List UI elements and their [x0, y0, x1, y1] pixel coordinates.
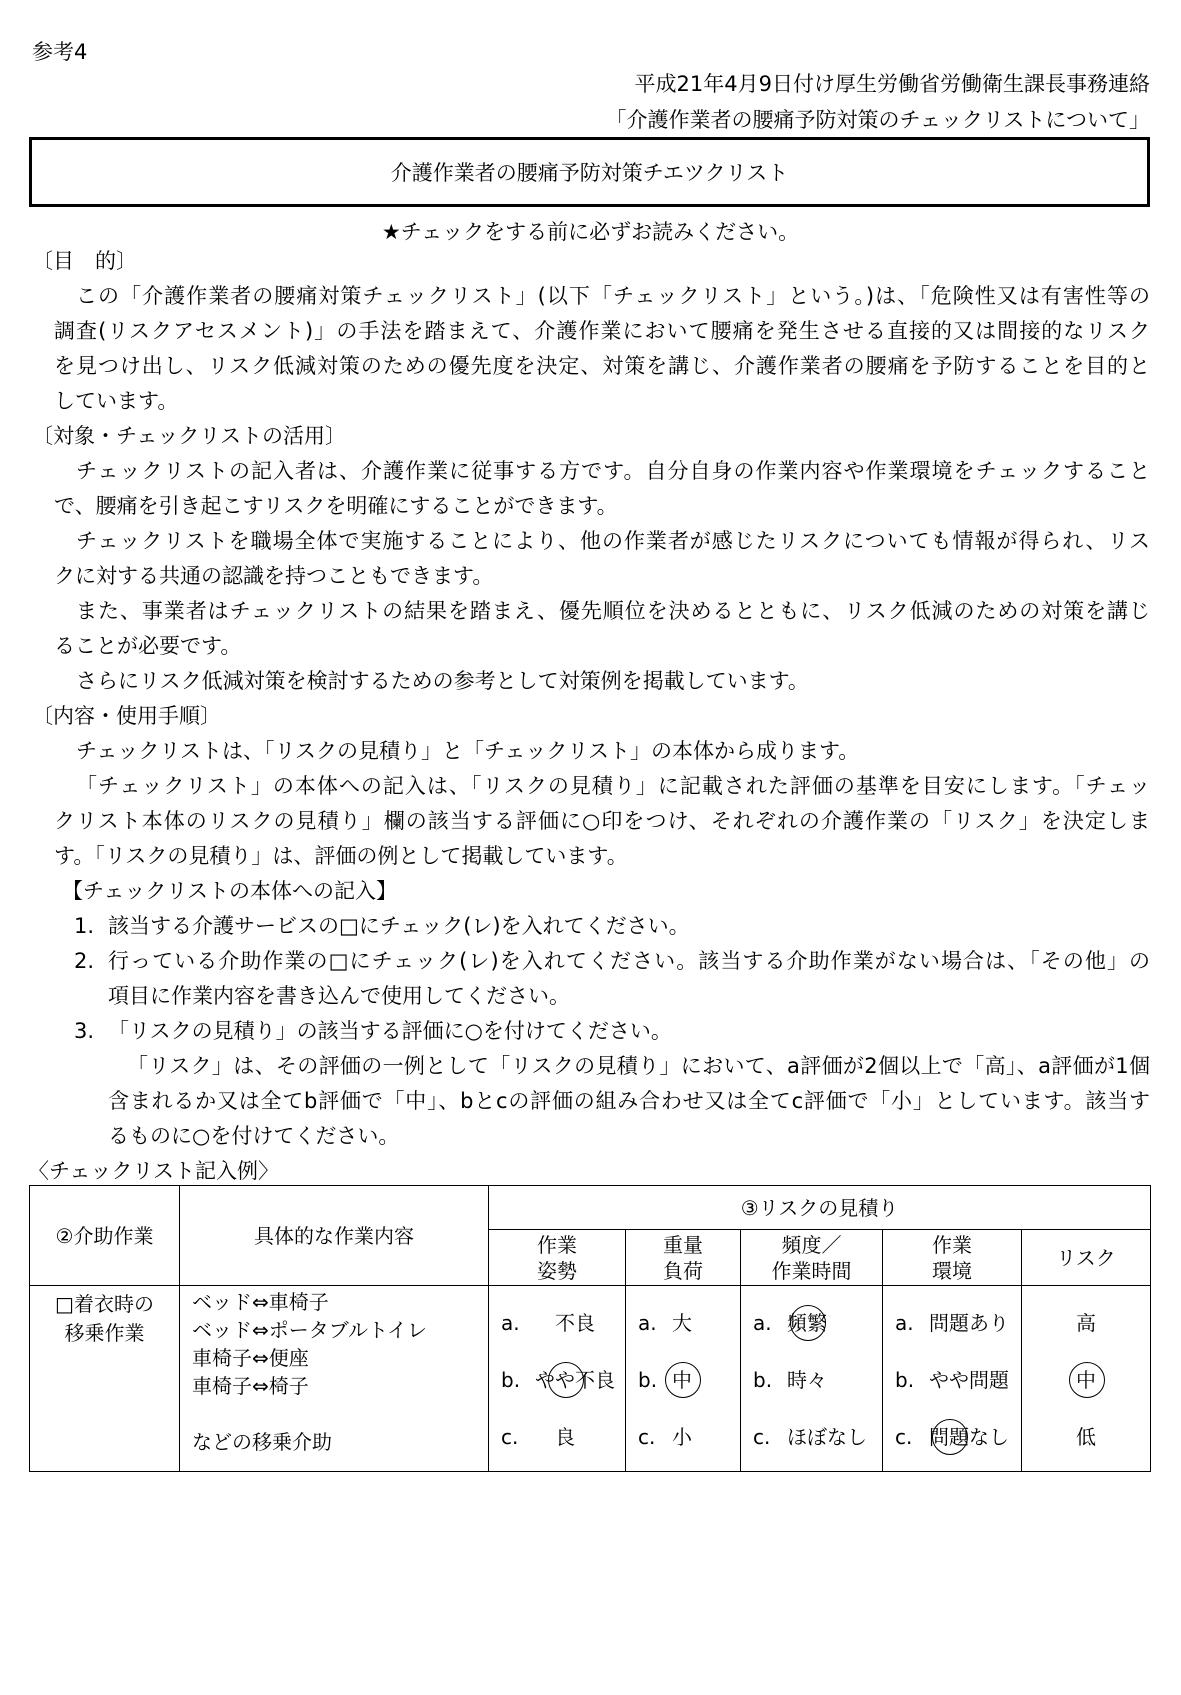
risk-value: 高 — [1076, 1310, 1096, 1335]
risk-option — [1022, 1408, 1150, 1465]
rating-option — [741, 1408, 882, 1465]
text-line — [0, 279, 1181, 314]
subheader-cell — [883, 1230, 1022, 1286]
rating-option — [741, 1351, 882, 1408]
notice: ★チェックをする前に必ずお読みください。 — [381, 220, 800, 244]
option-value: ほぼなし — [787, 1424, 867, 1449]
rating-option — [883, 1351, 1021, 1408]
option-label: c. — [753, 1424, 771, 1449]
line-text: チェックリストは、「リスクの見積り」と「チェックリスト」の本体から成ります。 — [76, 739, 860, 763]
line-text: を見つけ出し、リスク低減対策のための優先度を決定、対策を講じ、介護作業者の腰痛を予防することを目的と — [54, 354, 1150, 378]
text-line — [0, 489, 1181, 524]
source-line-1: 平成21年4月9日付け厚生労働省労働衛生課長事務連絡 — [634, 72, 1150, 96]
option-label: b. — [753, 1367, 773, 1392]
option-label: c. — [501, 1424, 519, 1449]
circled-value: 頻繁 — [787, 1310, 827, 1335]
circled-value: や — [555, 1367, 575, 1392]
line-text: さらにリスク低減対策を検討するための参考として対策例を掲載しています。 — [76, 669, 809, 693]
line-text: るものに○を付けてください。 — [108, 1124, 400, 1148]
subheader-cell — [1022, 1230, 1151, 1286]
subheader-text: 作業時間 — [771, 1258, 852, 1283]
frequency-cell — [741, 1286, 883, 1472]
subheader-text: 作業 — [932, 1232, 972, 1257]
rating-option — [741, 1294, 882, 1351]
rating-option — [626, 1351, 740, 1408]
subheader-text: リスク — [1056, 1245, 1116, 1270]
option-value: 小 — [672, 1424, 692, 1449]
option-value: 時々 — [787, 1367, 827, 1392]
option-value: やや問題 — [929, 1367, 1009, 1392]
line-text: 【チェックリストの本体への記入】 — [62, 879, 397, 903]
task-cell — [30, 1286, 180, 1472]
text-line — [0, 349, 1181, 384]
subheader-cell — [741, 1230, 883, 1286]
option-value: 大 — [672, 1310, 692, 1335]
line-text: 〔内容・使用手順〕 — [32, 704, 221, 728]
title-box — [29, 137, 1150, 207]
option-value: や — [535, 1367, 555, 1392]
subheader-text: 頻度／ — [781, 1232, 842, 1257]
option-label: a. — [501, 1310, 520, 1335]
header-content: 具体的な作業内容 — [180, 1186, 489, 1286]
rating-option — [626, 1408, 740, 1465]
line-text: ることが必要です。 — [54, 634, 242, 658]
circled-value: 中 — [672, 1367, 692, 1392]
option-label: b. — [638, 1367, 658, 1392]
text-line — [0, 1014, 1181, 1049]
option-label: c. — [895, 1424, 913, 1449]
rating-option — [489, 1294, 625, 1351]
source-line-2: 「介護作業者の腰痛予防対策のチェックリストについて」 — [605, 108, 1150, 132]
option-label: b. — [501, 1367, 521, 1392]
text-line — [0, 804, 1181, 839]
rating-option — [489, 1408, 625, 1465]
text-line — [0, 664, 1181, 699]
line-text: 含まれるか又は全てb評価で「中」、bとcの評価の組み合わせ又は全てc評価で「小」としています。該当す — [108, 1089, 1150, 1113]
text-line — [0, 909, 1181, 944]
list-number: 2. — [74, 949, 95, 973]
text-line — [0, 699, 1181, 734]
line-text: で、腰痛を引き起こすリスクを明確にすることができます。 — [54, 494, 618, 518]
risk-value: 低 — [1076, 1424, 1096, 1449]
line-text: 「リスク」は、その評価の一例として「リスクの見積り」において、a評価が2個以上で「高」、a評価が1個 — [127, 1054, 1150, 1078]
line-text: 項目に作業内容を書き込んで使用してください。 — [108, 984, 570, 1008]
line-text: チェックリストの記入者は、介護作業に従事する方です。自分自身の作業内容や作業環境をチェックすること — [76, 459, 1150, 483]
reference-label: 参考4 — [32, 40, 88, 64]
subheader-text: 姿勢 — [537, 1258, 577, 1283]
line-text: また、事業者はチェックリストの結果を踏まえ、優先順位を決めるとともに、リスク低減のための対策を講じ — [76, 599, 1150, 623]
rating-option — [489, 1351, 625, 1408]
subheader-text: 重量 — [663, 1232, 703, 1257]
text-line — [0, 244, 1181, 279]
subheader-text: 作業 — [537, 1232, 577, 1257]
text-line — [0, 944, 1181, 979]
text-line — [0, 384, 1181, 419]
header-task: ②介助作業 — [30, 1186, 180, 1286]
line-text: 〔対象・チェックリストの活用〕 — [32, 424, 346, 448]
text-line — [0, 524, 1181, 559]
text-line — [0, 839, 1181, 874]
option-label: a. — [753, 1310, 772, 1335]
option-value: 問題あり — [929, 1310, 1009, 1335]
line-text: 該当する介護サービスの□にチェック(レ)を入れてください。 — [108, 914, 690, 938]
subheader-cell — [489, 1230, 626, 1286]
line-text: 調査(リスクアセスメント)」の手法を踏まえて、介護作業において腰痛を発生させる直接的又は間接的なリスク — [54, 319, 1150, 343]
content-line: ベッド⇔車椅子 — [192, 1290, 329, 1314]
text-line — [0, 874, 1181, 909]
risk-option — [1022, 1294, 1150, 1351]
option-label: a. — [638, 1310, 657, 1335]
option-value: 良 — [535, 1424, 575, 1449]
text-line — [0, 1154, 1181, 1189]
option-value: なし — [969, 1424, 1009, 1449]
content-line: 車椅子⇔椅子 — [192, 1374, 309, 1398]
risk-cell — [1022, 1286, 1151, 1472]
risk-option — [1022, 1351, 1150, 1408]
text-line — [0, 1084, 1181, 1119]
rating-option — [883, 1408, 1021, 1465]
text-line — [0, 594, 1181, 629]
list-number: 1. — [74, 914, 95, 938]
content-cell — [180, 1286, 489, 1472]
text-line — [0, 629, 1181, 664]
subheader-text: 環境 — [932, 1258, 972, 1283]
text-line — [0, 314, 1181, 349]
document-title: 介護作業者の腰痛予防対策チエツクリスト — [390, 161, 789, 185]
text-line — [0, 734, 1181, 769]
rating-option — [883, 1294, 1021, 1351]
line-text: クに対する共通の認識を持つこともできます。 — [54, 564, 494, 588]
instructions-body — [0, 244, 1181, 1189]
text-line — [0, 769, 1181, 804]
line-text: 「チェックリスト」の本体への記入は、「リスクの見積り」に記載された評価の基準を目安にします。「チェッ — [76, 774, 1150, 798]
line-text: クリスト本体のリスクの見積り」欄の該当する評価に○印をつけ、それぞれの介護作業の「リスク」を決定しま — [54, 809, 1150, 833]
line-text: す。「リスクの見積り」は、評価の例として掲載しています。 — [54, 844, 628, 868]
content-line: ベッド⇔ポータブルトイレ — [192, 1318, 427, 1342]
circled-value: 問題 — [929, 1424, 969, 1449]
content-line — [180, 1400, 488, 1428]
task-line: □着衣時の — [55, 1292, 154, 1316]
text-line — [0, 559, 1181, 594]
content-line: などの移乗介助 — [192, 1430, 332, 1454]
line-text: 〔目 的〕 — [32, 249, 137, 273]
text-line — [0, 454, 1181, 489]
subheader-cell — [626, 1230, 741, 1286]
load-cell — [626, 1286, 741, 1472]
content-line: 車椅子⇔便座 — [192, 1346, 309, 1370]
option-label: c. — [638, 1424, 656, 1449]
rating-option — [626, 1294, 740, 1351]
text-line — [0, 1049, 1181, 1084]
text-line — [0, 419, 1181, 454]
option-label: b. — [895, 1367, 915, 1392]
line-text: しています。 — [54, 389, 179, 413]
circled-risk-value: 中 — [1076, 1367, 1096, 1392]
option-label: a. — [895, 1310, 914, 1335]
line-text: チェックリストを職場全体で実施することにより、他の作業者が感じたリスクについても情報が得られ、リス — [76, 529, 1150, 553]
option-value: 不良 — [575, 1367, 615, 1392]
list-number: 3. — [74, 1019, 95, 1043]
task-line: 移乗作業 — [64, 1321, 145, 1345]
header-risk-estimate: ③リスクの見積り — [489, 1186, 1151, 1230]
text-line — [0, 1119, 1181, 1154]
posture-cell — [489, 1286, 626, 1472]
option-value: 不良 — [535, 1310, 595, 1335]
line-text: 行っている介助作業の□にチェック(レ)を入れてください。該当する介助作業がない場合は、「その他」の — [108, 949, 1150, 973]
example-checklist-table — [29, 1185, 1151, 1472]
environment-cell — [883, 1286, 1022, 1472]
subheader-text: 負荷 — [663, 1258, 703, 1283]
text-line — [0, 979, 1181, 1014]
line-text: 〈チェックリスト記入例〉 — [28, 1159, 279, 1183]
line-text: この「介護作業者の腰痛対策チェックリスト」(以下「チェックリスト」という。)は、「危険性又は有害性等の — [76, 284, 1150, 308]
line-text: 「リスクの見積り」の該当する評価に○を付けてください。 — [108, 1019, 672, 1043]
